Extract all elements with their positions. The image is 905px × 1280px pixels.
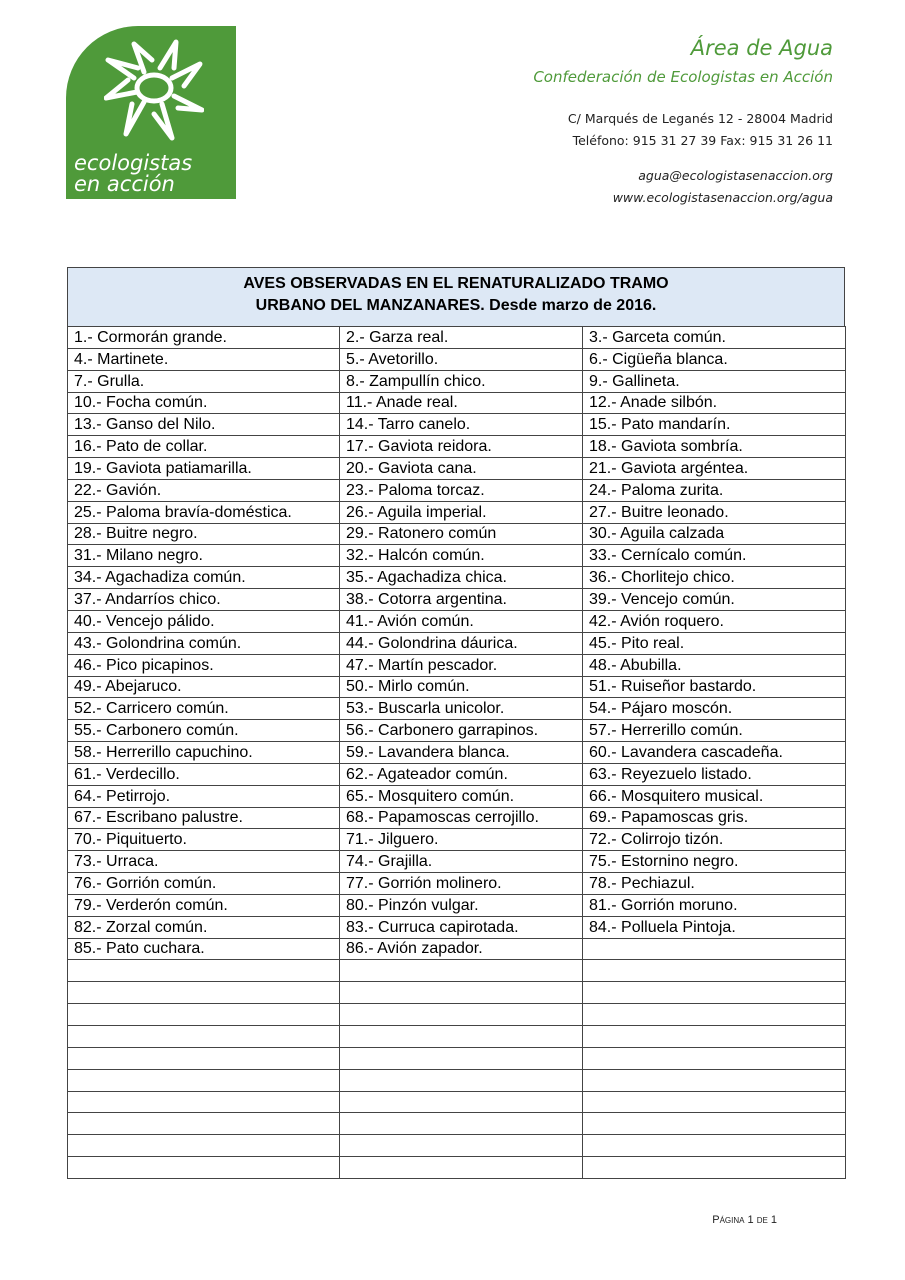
table-cell: 5.- Avetorillo. — [340, 348, 583, 370]
table-cell: 12.- Anade silbón. — [583, 392, 846, 414]
website-url: www.ecologistasenaccion.org/agua — [612, 190, 833, 205]
table-row — [68, 1157, 846, 1179]
table-cell: 53.- Buscarla unicolor. — [340, 698, 583, 720]
table-row — [68, 545, 846, 567]
table-cell — [68, 1091, 340, 1113]
table-cell: 72.- Colirrojo tizón. — [583, 829, 846, 851]
organization-logo — [66, 26, 236, 199]
table-cell: 83.- Curruca capirotada. — [340, 916, 583, 938]
table-cell — [583, 1069, 846, 1091]
table-cell: 82.- Zorzal común. — [68, 916, 340, 938]
table-cell — [68, 1004, 340, 1026]
table-row — [68, 894, 846, 916]
table-cell: 4.- Martinete. — [68, 348, 340, 370]
table-cell: 86.- Avión zapador. — [340, 938, 583, 960]
table-cell — [583, 1004, 846, 1026]
table-cell: 9.- Gallineta. — [583, 370, 846, 392]
table-cell: 41.- Avión común. — [340, 610, 583, 632]
table-row — [68, 392, 846, 414]
table-cell: 14.- Tarro canelo. — [340, 414, 583, 436]
table-cell: 33.- Cernícalo común. — [583, 545, 846, 567]
table-cell: 55.- Carbonero común. — [68, 720, 340, 742]
table-cell — [583, 1113, 846, 1135]
table-cell: 39.- Vencejo común. — [583, 589, 846, 611]
table-cell: 10.- Focha común. — [68, 392, 340, 414]
table-cell — [68, 1069, 340, 1091]
logo-text-line1: ecologistas — [74, 151, 193, 175]
table-cell: 27.- Buitre leonado. — [583, 501, 846, 523]
table-cell: 66.- Mosquitero musical. — [583, 785, 846, 807]
table-row — [68, 501, 846, 523]
table-row — [68, 1113, 846, 1135]
table-cell: 78.- Pechiazul. — [583, 873, 846, 895]
table-cell — [68, 1157, 340, 1179]
table-row — [68, 523, 846, 545]
table-cell: 75.- Estornino negro. — [583, 851, 846, 873]
table-cell: 23.- Paloma torcaz. — [340, 479, 583, 501]
table-row — [68, 698, 846, 720]
table-cell: 57.- Herrerillo común. — [583, 720, 846, 742]
phone-fax: Teléfono: 915 31 27 39 Fax: 915 31 26 11 — [572, 133, 833, 148]
table-cell — [68, 960, 340, 982]
table-cell: 16.- Pato de collar. — [68, 436, 340, 458]
table-row — [68, 1069, 846, 1091]
table-row — [68, 720, 846, 742]
table-cell: 13.- Ganso del Nilo. — [68, 414, 340, 436]
table-row — [68, 654, 846, 676]
table-cell: 6.- Cigüeña blanca. — [583, 348, 846, 370]
table-cell — [340, 1069, 583, 1091]
table-cell — [583, 1135, 846, 1157]
table-cell: 50.- Mirlo común. — [340, 676, 583, 698]
logo-text-line2: en acción — [74, 172, 175, 196]
table-row — [68, 938, 846, 960]
table-cell — [340, 1004, 583, 1026]
table-cell: 67.- Escribano palustre. — [68, 807, 340, 829]
table-cell: 64.- Petirrojo. — [68, 785, 340, 807]
table-row — [68, 589, 846, 611]
table-cell: 70.- Piquituerto. — [68, 829, 340, 851]
table-cell: 54.- Pájaro moscón. — [583, 698, 846, 720]
table-row — [68, 916, 846, 938]
table-cell: 36.- Chorlitejo chico. — [583, 567, 846, 589]
table-cell — [68, 1135, 340, 1157]
table-row — [68, 327, 846, 349]
table-row — [68, 479, 846, 501]
table-cell: 25.- Paloma bravía-doméstica. — [68, 501, 340, 523]
table-row — [68, 414, 846, 436]
table-row — [68, 370, 846, 392]
table-row — [68, 742, 846, 764]
table-row — [68, 676, 846, 698]
table-cell: 1.- Cormorán grande. — [68, 327, 340, 349]
table-title-line2: URBANO DEL MANZANARES. Desde marzo de 2016. — [255, 297, 657, 314]
table-cell: 74.- Grajilla. — [340, 851, 583, 873]
table-cell — [583, 960, 846, 982]
table-cell: 37.- Andarríos chico. — [68, 589, 340, 611]
table-cell: 30.- Aguila calzada — [583, 523, 846, 545]
table-cell — [583, 982, 846, 1004]
table-cell: 20.- Gaviota cana. — [340, 458, 583, 480]
table-cell: 58.- Herrerillo capuchino. — [68, 742, 340, 764]
table-cell: 40.- Vencejo pálido. — [68, 610, 340, 632]
table-row — [68, 1047, 846, 1069]
table-cell: 45.- Pito real. — [583, 632, 846, 654]
table-cell: 76.- Gorrión común. — [68, 873, 340, 895]
table-row — [68, 348, 846, 370]
table-cell — [583, 1047, 846, 1069]
table-cell — [340, 1157, 583, 1179]
table-row — [68, 1026, 846, 1048]
table-row — [68, 785, 846, 807]
table-cell: 60.- Lavandera cascadeña. — [583, 742, 846, 764]
table-cell: 19.- Gaviota patiamarilla. — [68, 458, 340, 480]
postal-address: C/ Marqués de Leganés 12 - 28004 Madrid — [567, 111, 833, 126]
table-cell — [68, 1113, 340, 1135]
table-cell: 47.- Martín pescador. — [340, 654, 583, 676]
table-cell: 62.- Agateador común. — [340, 763, 583, 785]
table-cell — [68, 1026, 340, 1048]
table-cell: 32.- Halcón común. — [340, 545, 583, 567]
table-cell — [583, 1026, 846, 1048]
table-cell: 15.- Pato mandarín. — [583, 414, 846, 436]
table-cell: 21.- Gaviota argéntea. — [583, 458, 846, 480]
sun-icon — [104, 38, 204, 148]
table-cell: 65.- Mosquitero común. — [340, 785, 583, 807]
table-row — [68, 763, 846, 785]
table-cell: 8.- Zampullín chico. — [340, 370, 583, 392]
table-cell: 56.- Carbonero garrapinos. — [340, 720, 583, 742]
table-cell — [583, 1157, 846, 1179]
table-cell — [340, 1047, 583, 1069]
page-number: Página 1 de 1 — [712, 1214, 777, 1226]
table-cell: 26.- Aguila imperial. — [340, 501, 583, 523]
table-cell: 73.- Urraca. — [68, 851, 340, 873]
birds-table — [67, 267, 845, 1179]
table-row — [68, 851, 846, 873]
confederation-name: Confederación de Ecologistas en Acción — [533, 68, 833, 86]
table-cell: 42.- Avión roquero. — [583, 610, 846, 632]
table-row — [68, 1135, 846, 1157]
contact-email: agua@ecologistasenaccion.org — [638, 168, 833, 183]
table-cell — [340, 1091, 583, 1113]
table-cell: 85.- Pato cuchara. — [68, 938, 340, 960]
table-cell: 28.- Buitre negro. — [68, 523, 340, 545]
table-cell: 31.- Milano negro. — [68, 545, 340, 567]
table-cell: 52.- Carricero común. — [68, 698, 340, 720]
table-cell: 3.- Garceta común. — [583, 327, 846, 349]
table-cell — [340, 1113, 583, 1135]
table-row — [68, 1004, 846, 1026]
table-cell: 51.- Ruiseñor bastardo. — [583, 676, 846, 698]
table-row — [68, 458, 846, 480]
table-row — [68, 567, 846, 589]
table-cell — [68, 1047, 340, 1069]
table-cell: 29.- Ratonero común — [340, 523, 583, 545]
table-cell: 48.- Abubilla. — [583, 654, 846, 676]
table-cell: 59.- Lavandera blanca. — [340, 742, 583, 764]
table-cell: 35.- Agachadiza chica. — [340, 567, 583, 589]
table-row — [68, 1091, 846, 1113]
table-row — [68, 610, 846, 632]
table-cell: 80.- Pinzón vulgar. — [340, 894, 583, 916]
table-cell: 46.- Pico picapinos. — [68, 654, 340, 676]
table-cell: 7.- Grulla. — [68, 370, 340, 392]
table-cell: 11.- Anade real. — [340, 392, 583, 414]
table-cell — [583, 938, 846, 960]
table-row — [68, 873, 846, 895]
table-cell: 43.- Golondrina común. — [68, 632, 340, 654]
table-title-line1: AVES OBSERVADAS EN EL RENATURALIZADO TRAMO — [243, 275, 669, 292]
table-cell: 17.- Gaviota reidora. — [340, 436, 583, 458]
table-cell: 22.- Gavión. — [68, 479, 340, 501]
table-cell: 63.- Reyezuelo listado. — [583, 763, 846, 785]
table-row — [68, 436, 846, 458]
table-cell — [340, 1135, 583, 1157]
table-cell: 24.- Paloma zurita. — [583, 479, 846, 501]
table-cell — [68, 982, 340, 1004]
table-cell: 18.- Gaviota sombría. — [583, 436, 846, 458]
area-title: Área de Agua — [690, 36, 833, 60]
table-row — [68, 807, 846, 829]
table-row — [68, 982, 846, 1004]
table-cell: 38.- Cotorra argentina. — [340, 589, 583, 611]
table-cell — [340, 982, 583, 1004]
table-cell: 81.- Gorrión moruno. — [583, 894, 846, 916]
table-cell: 44.- Golondrina dáurica. — [340, 632, 583, 654]
table-cell: 49.- Abejaruco. — [68, 676, 340, 698]
table-cell: 2.- Garza real. — [340, 327, 583, 349]
table-row — [68, 960, 846, 982]
table-cell: 34.- Agachadiza común. — [68, 567, 340, 589]
table-cell: 77.- Gorrión molinero. — [340, 873, 583, 895]
table-row — [68, 829, 846, 851]
table-cell — [340, 960, 583, 982]
table-cell: 71.- Jilguero. — [340, 829, 583, 851]
table-cell: 61.- Verdecillo. — [68, 763, 340, 785]
table-title — [67, 267, 845, 326]
table-cell: 84.- Polluela Pintoja. — [583, 916, 846, 938]
table-row — [68, 632, 846, 654]
table-cell — [583, 1091, 846, 1113]
birds-grid — [67, 326, 846, 1179]
table-cell: 79.- Verderón común. — [68, 894, 340, 916]
table-cell: 68.- Papamoscas cerrojillo. — [340, 807, 583, 829]
table-cell — [340, 1026, 583, 1048]
table-cell: 69.- Papamoscas gris. — [583, 807, 846, 829]
